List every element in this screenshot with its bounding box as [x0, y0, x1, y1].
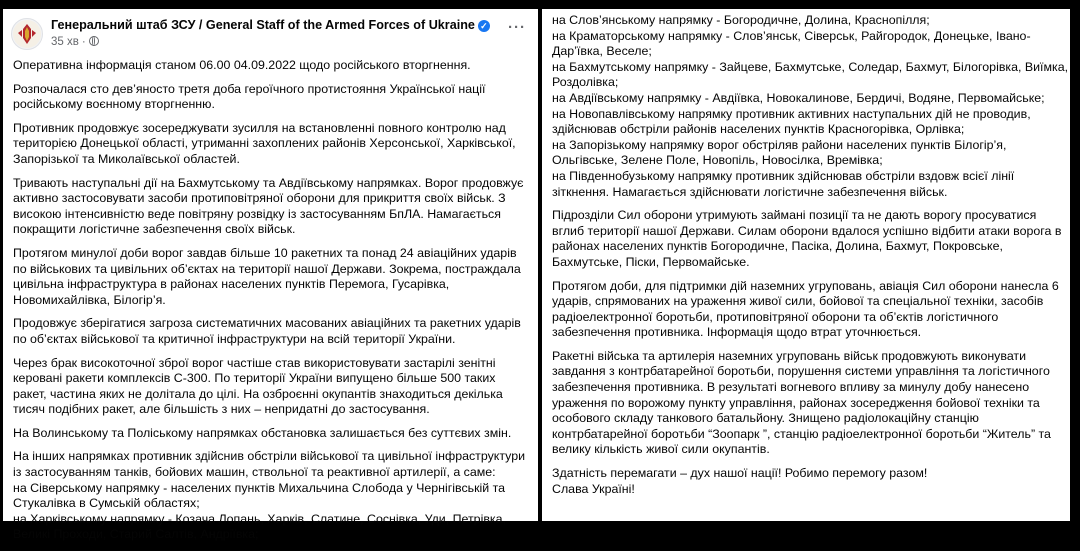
page-avatar[interactable]	[11, 18, 43, 50]
paragraph-line: на Краматорському напрямку - Слов’янськ, Сіверськ, Райгородок, Донецьке, Івано-	[552, 28, 1031, 43]
paragraph-line: активно застосовувати засоби протиповітряної оборони для прикриття своїх військ. З	[13, 191, 506, 206]
paragraph-line: Великі Проходи, Старий Салтів, Андріївка;	[13, 527, 259, 542]
paragraph-line: На Волинському та Поліському напрямках обстановка залишається без суттєвих змін.	[13, 425, 512, 440]
post-meta	[51, 35, 99, 51]
paragraph-line: ураження по ворожому пункту управління, районах зосередження бойової техніки та	[552, 395, 1040, 410]
post-paragraph	[13, 426, 528, 442]
paragraph-line: Запорізької та Миколаївської областей.	[13, 151, 240, 166]
paragraph-line: велику кількість живої сили окупантів.	[552, 442, 770, 457]
paragraph-line: високою інтенсивністю веде повітряну розвідку із застосуванням БпЛА. Намагається	[13, 206, 501, 221]
post-paragraph	[13, 82, 528, 113]
post-time[interactable]: 35 хв	[51, 36, 79, 48]
post-paragraph	[13, 176, 528, 238]
post-paragraph	[552, 279, 1064, 341]
post-paragraph	[13, 58, 528, 74]
paragraph-line: забезпечення противника. Інформація щодо втрат уточнюється.	[552, 325, 922, 340]
paragraph-line: забезпечення противника. В результаті вогневого впливу за минулу добу нанесено	[552, 380, 1030, 395]
paragraph-line: керовані ракети комплексів С-300. По території України випущено більше 500 таких	[13, 371, 496, 386]
paragraph-line: Дар’ївка, Веселе;	[552, 44, 652, 59]
paragraph-line: ударів, спрямованих на ураження живої сили, бойової та спеціальної техніки, засобів	[552, 294, 1044, 309]
paragraph-line: Новомихайлівка, Білогір’я.	[13, 292, 166, 307]
globe-icon	[89, 36, 99, 46]
post-paragraph	[13, 121, 528, 168]
post-header	[11, 16, 530, 54]
paragraph-line: районах населених пунктів Богородичне, Пасіка, Долина, Бахмут, Покровське,	[552, 239, 1003, 254]
paragraph-line: по військових та цивільних об’єктах на території нашої Держави. Зокрема, постраждала	[13, 261, 521, 276]
paragraph-line: На інших напрямках противник здійснив обстріли військової та цивільної інфраструктури	[13, 449, 526, 464]
paragraph-line: Бахмутське, Піски, Первомайське.	[552, 254, 750, 269]
paragraph-line: контрбатарейної боротьби “Зоопарк ”, станцію радіоелектронної боротьби “Житель” та	[552, 426, 1051, 441]
paragraph-line: здійснював обстріли районів населених пунктів Красногорівка, Орлівка;	[552, 122, 965, 137]
meta-separator: ·	[81, 36, 86, 48]
page-name-text[interactable]: Генеральний штаб ЗСУ / General Staff of the Armed Forces of Ukraine	[51, 18, 475, 32]
post-paragraph	[13, 316, 528, 347]
paragraph-line: радіоелектронної боротьби, протиповітряної оборони та об’єктів логістичного	[552, 309, 999, 324]
post-paragraph	[13, 356, 528, 418]
post-left-column	[3, 9, 538, 542]
paragraph-line: особового складу танкового батальйону. Знищено радіолокаційну станцію	[552, 411, 979, 426]
paragraph-line: Противник продовжує зосереджувати зусилля на встановленні повного контролю над	[13, 120, 506, 135]
paragraph-line: на Авдіївському напрямку - Авдіївка, Новокалинове, Бердичі, Водяне, Первомайське;	[552, 90, 1045, 105]
paragraph-line: на Бахмутському напрямку - Зайцеве, Бахмутське, Соледар, Бахмут, Білогорівка, Виїмка,	[552, 59, 1069, 74]
paragraph-line: на Південнобузькому напрямку противник здійснював обстріли вздовж всієї лінії	[552, 168, 1015, 183]
post-paragraph	[552, 208, 1064, 270]
paragraph-line: завдання з контрбатарейної боротьби, порушення системи управління та логістичного	[552, 364, 1050, 379]
paragraph-line: на Запорізькому напрямку ворог обстріляв райони населених пунктів Білогір’я,	[552, 137, 1007, 152]
post-paragraph	[13, 246, 528, 308]
paragraph-line: Протягом минулої доби ворог завдав більше 10 ракетних та понад 24 авіаційних ударів	[13, 245, 517, 260]
post-text-right	[552, 13, 1069, 505]
paragraph-line: по об’єктах військової та критичної інфраструктури на всій території України.	[13, 331, 456, 346]
paragraph-line: на Сіверському напрямку - населених пунктів Михальчина Слобода у Чернігівській та	[13, 480, 506, 495]
post-paragraph	[13, 449, 528, 543]
paragraph-line: покращити логістичне забезпечення своїх військ.	[13, 222, 296, 237]
paragraph-line: Через брак високоточної зброї ворог частіше став використовувати застарілі зенітні	[13, 355, 496, 370]
page-name-link[interactable]	[51, 18, 490, 34]
paragraph-line: вглиб території нашої Держави. Силам оборони вдалося успішно відбити атаки ворога в	[552, 223, 1062, 238]
paragraph-line: територією Донецької області, утриманні захоплених районів Херсонської, Харківської,	[13, 136, 516, 151]
paragraph-line: Стукалівка в Сумській областях;	[13, 496, 200, 511]
paragraph-line: ракет, частина яких не долітала до цілі. На озброєнні окупантів знаходиться декілька	[13, 386, 503, 401]
paragraph-line: тисяч подібних ракет, але більшість з них – непридатні до застосування.	[13, 402, 430, 417]
paragraph-line: Слава Україні!	[552, 481, 635, 496]
verified-badge-icon: ✓	[478, 20, 490, 32]
paragraph-line: Підрозділи Сил оборони утримують займані позиції та не дають ворогу просуватися	[552, 208, 1037, 223]
post-right-column	[542, 9, 1070, 521]
post-paragraph	[552, 466, 1064, 497]
paragraph-line: Тривають наступальні дії на Бахмутському та Авдіївському напрямках. Ворог продовжує	[13, 175, 524, 190]
paragraph-line: російському воєнному вторгненню.	[13, 97, 215, 112]
paragraph-line: Оперативна інформація станом 06.00 04.09.2022 щодо російського вторгнення.	[13, 58, 471, 72]
paragraph-line: на Слов’янському напрямку - Богородичне, Долина, Краснопілля;	[552, 13, 930, 27]
post-paragraph	[552, 349, 1064, 458]
paragraph-line: Здатність перемагати – дух нашої нації! Робимо перемогу разом!	[552, 466, 928, 481]
paragraph-line: Протягом доби, для підтримки дій наземних угруповань, авіація Сил оборони нанесла 6	[552, 278, 1059, 293]
armed-forces-emblem-icon	[12, 19, 42, 49]
paragraph-line: Продовжує зберігатися загроза систематичних масованих авіаційних та ракетних ударів	[13, 316, 521, 331]
paragraph-line: на Новопавлівському напрямку противник активних наступальних дій не проводив,	[552, 106, 1031, 121]
paragraph-line: на Харківському напрямку - Козача Лопань, Харків, Слатине, Соснівка, Уди, Петрівка,	[13, 511, 506, 526]
paragraph-line: Розпочалася сто дев’яносто третя доба героїчного протистояння Української нації	[13, 81, 486, 96]
paragraph-line: Ольгівське, Зелене Поле, Новопіль, Новосілка, Времівка;	[552, 153, 883, 168]
post-paragraph	[552, 13, 1069, 200]
paragraph-line: Роздолівка;	[552, 75, 619, 90]
paragraph-line: цивільна інфраструктура в районах населених пунктів Перемога, Гусарівка,	[13, 277, 450, 292]
paragraph-line: Ракетні війська та артилерія наземних угруповань військ продовжують виконувати	[552, 348, 1027, 363]
paragraph-line: зіткнення. Намагається здійснювати логістичне забезпечення військ.	[552, 184, 948, 199]
post-text-left	[13, 58, 528, 551]
paragraph-line: із застосуванням танків, бойових машин, ствольної та реактивної артилерії, а саме:	[13, 465, 496, 480]
more-options-icon[interactable]: ···	[508, 19, 526, 36]
